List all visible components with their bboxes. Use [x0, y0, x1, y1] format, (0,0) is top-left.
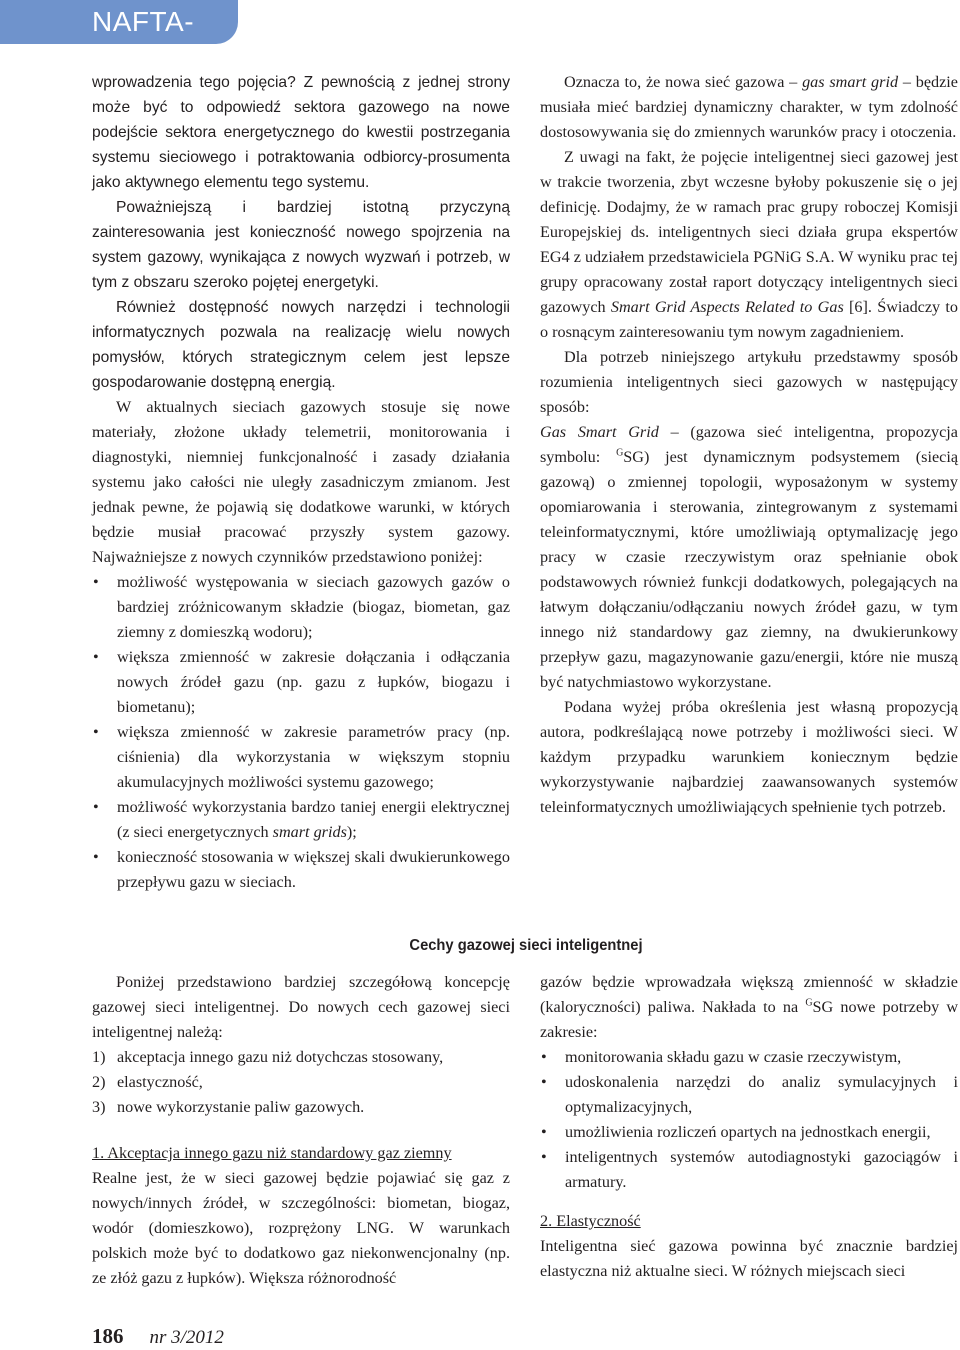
list-item-text: elastyczność,: [117, 1073, 203, 1091]
paragraph: wprowadzenia tego pojęcia? Z pewnością z jednej strony może być to odpowiedź sektora gazowego na nowe podejście sektora energetycznego do kwestii postrzegania systemu sieciowego i potraktowania odbiorcy-prosumenta jako aktywnego elementu tego systemu.: [92, 74, 510, 191]
paragraph: W aktualnych sieciach gazowych stosuje się nowe materiały, złożone układy telemetrii, monitorowania i diagnostyki, niemniej funkcjonalność i zasady działania systemu jako całości nie uległy zasadniczym zmianom. Jest jednak pewne, że pojawią się dodatkowe warunki, w których będzie musiał pracować przyszły system gazowy. Najważniejsze z nowych czynników przedstawiono poniżej:: [92, 398, 510, 566]
journal-title: NAFTA-GAZ: [92, 6, 195, 81]
list-number: 1): [92, 1048, 106, 1066]
list-item: • monitorowania składu gazu w czasie rzeczywistym,: [540, 1045, 958, 1070]
bullet-list: [92, 570, 510, 895]
list-item: • konieczność stosowania w większej skali dwukierunkowego przepływu gazu w sieciach.: [92, 845, 510, 895]
list-item: • umożliwienia rozliczeń opartych na jednostkach energii,: [540, 1120, 958, 1145]
emphasis: Smart Grid Aspects Related to Gas: [610, 298, 844, 316]
bullet-list: [540, 1045, 958, 1195]
subsection-heading: 1. Akceptacja innego gazu niż standardowy gaz ziemny: [92, 1144, 452, 1162]
text: SG nowe potrzeby w zakresie:: [540, 998, 959, 1041]
text: – będzie musiała mieć bardziej dynamiczny charakter, w tym zdolność dostosowywania się do zmiennych warunków pracy i otoczenia.: [540, 73, 958, 141]
list-item: • większa zmienność w zakresie parametrów pracy (np. ciśnienia) dla wykorzystania w większym stopniu akumulacyjnych możliwości systemu gazowego;: [92, 720, 510, 795]
emphasis: smart grids: [272, 823, 347, 841]
list-item: • inteligentnych systemów autodiagnostyki gazociągów i armatury.: [540, 1145, 958, 1195]
paragraph: Poważniejszą i bardziej istotną przyczyną zainteresowania jest konieczność nowego spojrzenia na system gazowy, wynikająca z nowych wyzwań i potrzeb, w tym z obszaru szeroko pojętej energetyki.: [92, 199, 510, 291]
page-number: 186: [92, 1324, 124, 1348]
list-item: [92, 1045, 510, 1070]
list-item: [92, 1070, 510, 1095]
term: Gas Smart Grid: [540, 423, 659, 441]
journal-header-tab: [0, 0, 238, 81]
text: – (gazowa sieć inteligentna, propozycja symbolu:: [540, 423, 958, 466]
superscript: G: [805, 997, 813, 1009]
list-item-text: akceptacja innego gazu niż dotychczas stosowany,: [117, 1048, 444, 1066]
paragraph: [540, 70, 958, 145]
list-item-text: nowe wykorzystanie paliw gazowych.: [117, 1098, 365, 1116]
text: [6]. Świadczy to o rosnącym zainteresowaniu tym nowym zagadnieniem.: [540, 298, 958, 341]
list-number: 2): [92, 1073, 106, 1091]
paragraph: Inteligentna sieć gazowa powinna być znacznie bardziej elastyczna niż aktualne sieci. W różnych miejscach sieci: [540, 1237, 958, 1280]
list-number: 3): [92, 1098, 106, 1116]
superscript: G: [616, 447, 624, 459]
list-item: [92, 1095, 510, 1120]
column-left-top: [92, 70, 510, 895]
paragraph: Poniżej przedstawiono bardziej szczegółową koncepcję gazowej sieci inteligentnej. Do nowych cech gazowej sieci inteligentnej należą:: [92, 973, 510, 1041]
numbered-list: [92, 1045, 510, 1120]
paragraph: Realne jest, że w sieci gazowej będzie pojawiać się gaz z nowych/innych źródeł, w szczególności: biometan, biogaz, wodór (domieszkowo), rozprężony LNG. W warunkach polskich może być to dodatkowo gaz niekonwencjonalny (np. ze złóż gazu z łupków). Większa różnorodność: [92, 1169, 510, 1287]
list-item: • możliwość występowania w sieciach gazowych gazów o bardziej zróżnicowanym składzie (biogaz, biometan, gaz ziemny z domieszką wodoru);: [92, 570, 510, 645]
list-item-text: );: [346, 823, 357, 841]
paragraph: [540, 145, 958, 345]
list-item-text: możliwość wykorzystania bardzo taniej energii elektrycznej (z sieci energetycznych: [117, 798, 510, 841]
list-item: • udoskonalenia narzędzi do analiz symulacyjnych i optymalizacyjnych,: [540, 1070, 958, 1120]
text: gazów będzie wprowadzała większą zmienność w składzie (kaloryczności) paliwa. Nakłada to na: [540, 973, 958, 1016]
paragraph: Również dostępność nowych narzędzi i technologii informatycznych pozwala na realizację wielu nowych pomysłów, których strategicznym celem jest lepsze gospodarowanie dostępną energią.: [92, 299, 510, 391]
subsection-heading: 2. Elastyczność: [540, 1212, 641, 1230]
text: SG) jest dynamicznym podsystemem (siecią gazową) o zmiennej topologii, wyposażonym w systemy opomiarowania i sterowania, zintegrowanym z systemami teleinformatycznymi, które umożliwiają optymalizację jego pracy w czasie rzeczywistym oraz spełnianie obok podstawowych również funkcji dodatkowych, polegających na łatwym dołączaniu/odłączaniu nowych źródeł gazu, w tym innego niż standardowy gaz ziemny, na dwukierunkowy przepływ gazu, magazynowanie gazu/energii, które nie muszą być natychmiastowo wykorzystane.: [540, 448, 958, 691]
emphasis: gas smart grid: [802, 73, 899, 91]
issue-label: nr 3/2012: [149, 1327, 224, 1348]
text: Z uwagi na fakt, że pojęcie inteligentnej sieci gazowej jest w trakcie tworzenia, zbyt wczesne byłoby pokuszenie się o jej definicję. Dodajmy, że w ramach prac grupy roboczej Komisji Europejskiej ds. inteligentnych sieci działa grupa ekspertów EG4 z udziałem przedstawiciela PGNiG S.A. W wyniku prac tej grupy opracowany został raport dotyczący inteligentnych sieci gazowych: [540, 148, 958, 316]
column-left-bottom: [92, 970, 510, 1291]
list-item: [92, 795, 510, 845]
paragraph: Dla potrzeb niniejszego artykułu przedstawmy sposób rozumienia inteligentnych sieci gazowych w następujący sposób:: [540, 348, 958, 416]
section-heading: Cechy gazowej sieci inteligentnej: [409, 937, 643, 954]
definition-paragraph: [540, 420, 958, 695]
page-footer: [92, 1324, 224, 1350]
text: Oznacza to, że nowa sieć gazowa –: [564, 73, 803, 91]
column-right-top: [540, 70, 958, 820]
paragraph: [540, 970, 958, 1045]
list-item: • większa zmienność w zakresie dołączania i odłączania nowych źródeł gazu (np. gazu z łupków, biogazu i biometanu);: [92, 645, 510, 720]
paragraph: Podana wyżej próba określenia jest własną propozycją autora, podkreślającą nowe potrzeby i możliwości sieci. W każdym przypadku warunkiem koniecznym będzie wykorzystywanie najbardziej zaawansowanych systemów teleinformatycznych umożliwiających spełnienie tych potrzeb.: [540, 698, 958, 816]
column-right-bottom: [540, 970, 958, 1284]
